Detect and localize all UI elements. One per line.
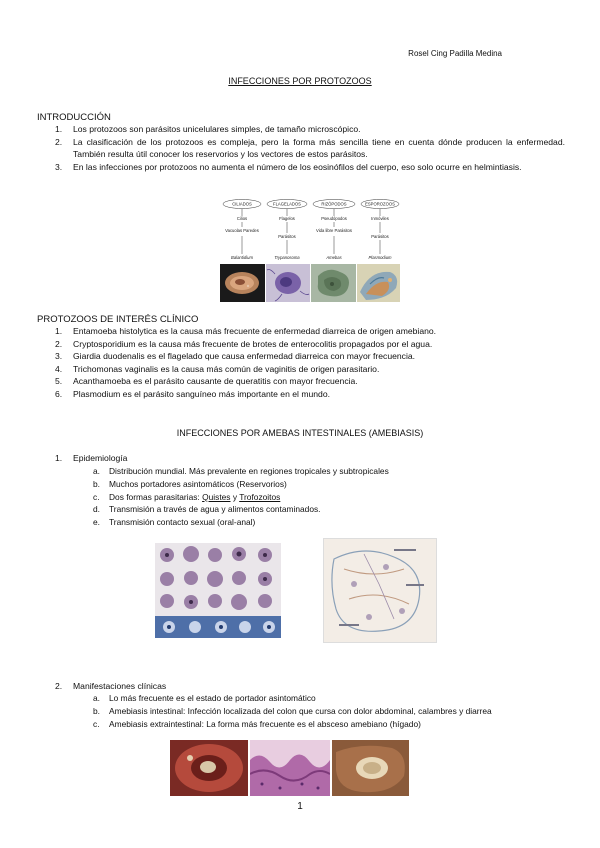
classification-diagram [220, 196, 400, 308]
cysts-grid [155, 543, 281, 638]
list-item: a. Distribución mundial. Más prevalente en regiones tropicales y subtropicales [93, 466, 389, 476]
liver-drawing [332, 740, 409, 796]
group-mid2: Vacuolas Paredes [225, 228, 259, 233]
manifestations-title: Manifestaciones clínicas [73, 681, 167, 691]
amebiasis-heading: INFECCIONES POR AMEBAS INTESTINALES (AMEBIASIS) [176, 428, 424, 438]
histology-photo [250, 740, 330, 796]
group-esporozoos [361, 200, 399, 261]
list-item: b. Muchos portadores asintomáticos (Reservorios) [93, 478, 287, 489]
micrograph-plasmodium [357, 264, 400, 302]
group-mid2: Parásitos [371, 234, 389, 239]
colonoscopy-photo [170, 740, 248, 796]
list-item: d. Transmisión a través de agua y alimentos contaminados. [93, 504, 321, 515]
list-item: 1. Los protozoos son parásitos unicelulares simples, de tamaño microscópico. [55, 124, 361, 134]
list-item: 3. En las infecciones por protozoos no aumenta el número de los eosinófilos del cuerpo, eso solo ocurre en helmintiasis. [55, 161, 522, 172]
epidemiology-list [93, 465, 568, 529]
clinical-heading: PROTOZOOS DE INTERÉS CLÍNICO [37, 314, 199, 325]
group-flagelados [267, 200, 307, 261]
list-item: 6. Plasmodium es el parásito sanguíneo más importante en el mundo. [55, 388, 330, 399]
epidemiology-title-row: 1. Epidemiología [55, 452, 565, 465]
list-item: c. Amebiasis extraintestinal: La forma más frecuente es el absceso amebiano (hígado) [93, 718, 421, 729]
life-cycle-diagram [324, 539, 436, 642]
histology-drawing [250, 740, 330, 796]
author-name: Rosel Cing Padilla Medina [408, 49, 502, 58]
document-title: INFECCIONES POR PROTOZOOS [228, 76, 372, 86]
epidemiology-title: Epidemiología [73, 453, 128, 463]
page-number: 1 [297, 801, 303, 812]
list-item: 4. Trichomonas vaginalis es la causa más común de vaginitis de origen parasitario. [55, 363, 380, 374]
list-item: 1. Entamoeba histolytica es la causa más frecuente de enfermedad diarreica de origen amebiano. [55, 326, 437, 336]
list-item: 3. Giardia duodenalis es el flagelado que causa enfermedad diarreica con mayor frecuencia. [55, 351, 416, 362]
group-mid1: Inmóviles [371, 216, 389, 221]
group-head: ESPOROZOOS [365, 201, 395, 207]
group-mid2: Parásitos [278, 234, 296, 239]
list-item: a. Lo más frecuente es el estado de portador asintomático [93, 693, 316, 703]
micrograph-trypanosoma [266, 264, 310, 302]
list-item: 2. La clasificación de los protozoos es compleja, pero la forma más sencilla tiene en cuenta dónde producen la enfermedad. También resulta útil conocer los reservorios y los vectores de estos parásitos. [55, 136, 565, 160]
group-bottom: Amebas [326, 255, 342, 260]
micrograph-amebas [311, 264, 356, 302]
manifestations-list [93, 692, 568, 730]
term-trofozoitos: Trofozoitos [239, 491, 281, 502]
group-mid1: Flagelos [279, 216, 295, 221]
list-item: e. Transmisión contacto sexual (oral-anal) [93, 517, 256, 528]
micrograph-balantidium [220, 264, 265, 302]
group-bottom: Trypanosoma [274, 255, 300, 260]
manifestations-title-row: 2. Manifestaciones clínicas [55, 680, 565, 693]
list-item: 2. Cryptosporidium es la causa más frecuente de brotes de enterocolitis propagados por el agua. [55, 338, 433, 349]
group-head: CILIADOS [232, 201, 252, 207]
intro-heading: INTRODUCCIÓN [37, 112, 111, 123]
group-head: RIZÓPODOS [321, 201, 347, 207]
group-mid1: Pseudópodos [321, 216, 347, 221]
liver-abscess-photo [332, 740, 409, 796]
protozoa-classification-figure [220, 196, 400, 308]
term-quistes: Quistes [202, 491, 231, 502]
group-mid2: Vida libre Parásitos [315, 228, 353, 233]
list-item: c. Dos formas parasitarias: Quistes y Trofozoitos [93, 491, 281, 502]
list-item: b. Amebiasis intestinal: Infección localizada del colon que cursa con dolor abdominal, calambres y diarrea [93, 705, 492, 716]
colonoscopy-drawing [170, 740, 248, 796]
group-mid1: Cilios [236, 216, 248, 221]
life-cycle-image [323, 538, 437, 643]
list-item: 5. Acanthamoeba es el parásito causante de queratitis con mayor frecuencia. [55, 376, 358, 387]
intro-list [55, 123, 565, 173]
group-rizopodos [313, 200, 355, 261]
group-ciliados [223, 200, 261, 261]
group-bottom: Balantidium [231, 255, 253, 260]
amoeba-cysts-image [155, 543, 281, 638]
clinical-list [55, 325, 565, 401]
group-bottom: Plasmodium [368, 255, 392, 260]
group-head: FLAGELADOS [273, 201, 301, 207]
